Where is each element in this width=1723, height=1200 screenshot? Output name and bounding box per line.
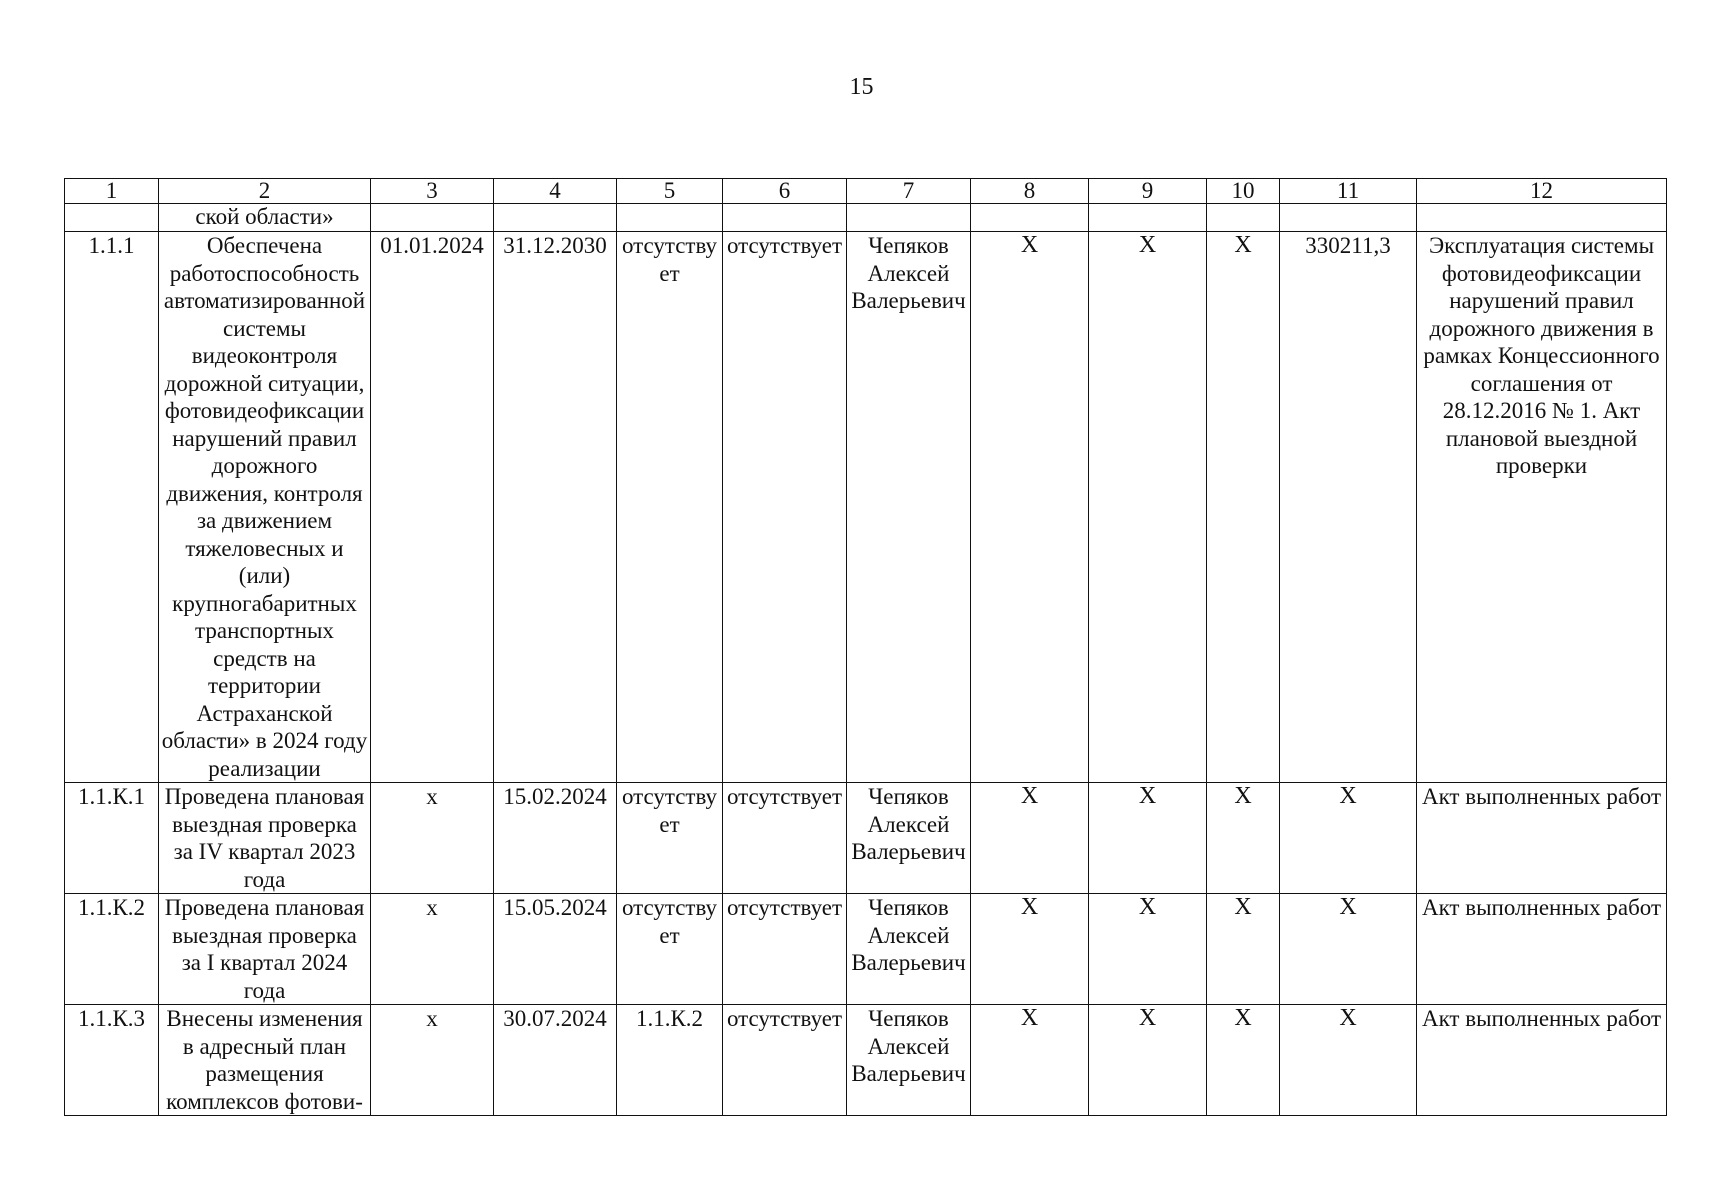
column-number: 11 [1280,179,1417,204]
row-col11: X [1280,894,1417,1005]
row-col6: отсутствует [723,1005,847,1116]
table-row [65,783,1667,894]
cell [494,204,617,232]
row-description: Обеспечена работоспособность автоматизированной системы видеоконтроля дорожной ситуации, фотовидеофиксации нарушений правил дорожного движения, контроля за движением тяжеловесных и (или) крупногабаритных транспортных средств на территории Астраханской области» в 2024 году реализации [159,232,371,783]
row-code: 1.1.К.2 [65,894,159,1005]
row-col5: отсутствует [617,783,723,894]
cell [971,204,1089,232]
row-description: Проведена плановая выездная проверка за I квартал 2024 года [159,894,371,1005]
cell [617,204,723,232]
row-col9: X [1089,783,1207,894]
row-start-date: х [371,894,494,1005]
row-responsible: Чепяков Алексей Валерьевич [847,783,971,894]
row-responsible: Чепяков Алексей Валерьевич [847,232,971,783]
row-col11: X [1280,783,1417,894]
column-number: 9 [1089,179,1207,204]
column-number: 6 [723,179,847,204]
page-number: 15 [849,74,874,100]
row-col10: X [1207,894,1280,1005]
row-responsible: Чепяков Алексей Валерьевич [847,1005,971,1116]
row-col10: X [1207,783,1280,894]
row-end-date: 15.05.2024 [494,894,617,1005]
row-start-date: х [371,783,494,894]
plan-table [64,178,1667,1116]
column-number: 5 [617,179,723,204]
row-col10: X [1207,1005,1280,1116]
column-number: 4 [494,179,617,204]
cell [1280,204,1417,232]
column-number: 12 [1417,179,1667,204]
row-col8: X [971,1005,1089,1116]
row-col6: отсутствует [723,232,847,783]
row-col9: X [1089,232,1207,783]
row-result: Акт выполненных работ [1417,894,1667,1005]
row-col8: X [971,894,1089,1005]
row-code: 1.1.1 [65,232,159,783]
column-number: 7 [847,179,971,204]
cell [723,204,847,232]
column-number: 3 [371,179,494,204]
row-col11: X [1280,1005,1417,1116]
row-col6: отсутствует [723,783,847,894]
cell [847,204,971,232]
row-code: 1.1.К.1 [65,783,159,894]
row-end-date: 30.07.2024 [494,1005,617,1116]
row-col9: X [1089,1005,1207,1116]
row-col6: отсутствует [723,894,847,1005]
cell [371,204,494,232]
row-start-date: х [371,1005,494,1116]
continuation-text: ской области» [159,204,371,232]
row-description: Проведена плановая выездная проверка за IV квартал 2023 года [159,783,371,894]
row-responsible: Чепяков Алексей Валерьевич [847,894,971,1005]
row-result: Акт выполненных работ [1417,783,1667,894]
row-end-date: 31.12.2030 [494,232,617,783]
table-row [65,894,1667,1005]
row-col8: X [971,783,1089,894]
row-col8: X [971,232,1089,783]
table-row [65,1005,1667,1116]
row-col10: X [1207,232,1280,783]
row-code: 1.1.К.3 [65,1005,159,1116]
row-col5: отсутствует [617,894,723,1005]
column-number: 10 [1207,179,1280,204]
row-col11: 330211,3 [1280,232,1417,783]
table-row [65,232,1667,783]
cell [1207,204,1280,232]
column-number: 2 [159,179,371,204]
row-col5: отсутствует [617,232,723,783]
row-description: Внесены изменения в адресный план размещения комплексов фотови- [159,1005,371,1116]
cell [65,204,159,232]
row-result: Акт выполненных работ [1417,1005,1667,1116]
row-start-date: 01.01.2024 [371,232,494,783]
column-number: 1 [65,179,159,204]
row-col9: X [1089,894,1207,1005]
cell [1417,204,1667,232]
column-number: 8 [971,179,1089,204]
column-number-row [65,179,1667,204]
row-result: Эксплуатация системы фотовидеофиксации нарушений правил дорожного движения в рамках Концессионного соглашения от 28.12.2016 № 1. Акт плановой выездной проверки [1417,232,1667,783]
row-col5: 1.1.К.2 [617,1005,723,1116]
continuation-row [65,204,1667,232]
row-end-date: 15.02.2024 [494,783,617,894]
cell [1089,204,1207,232]
